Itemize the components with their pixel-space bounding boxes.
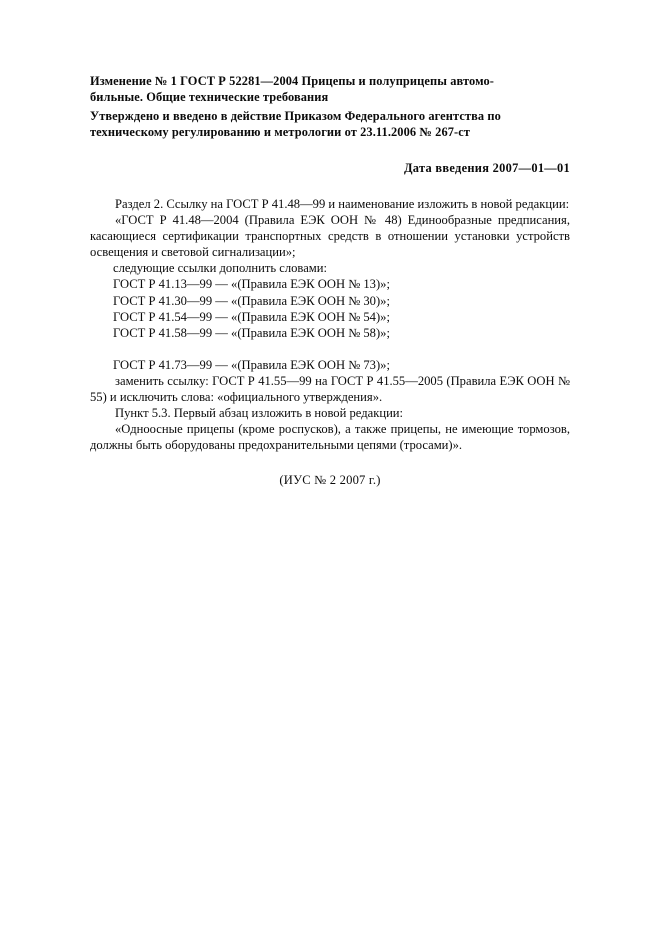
- section-2-intro: Раздел 2. Ссылку на ГОСТ Р 41.48—99 и наименование изложить в новой редакции:: [115, 196, 570, 211]
- approval-statement: [90, 109, 570, 140]
- gost-reference-list: [90, 276, 570, 340]
- list-item: ГОСТ Р 41.13—99 — «(Правила ЕЭК ООН № 13)»;: [113, 277, 390, 292]
- section-2-quote: «ГОСТ Р 41.48—2004 (Правила ЕЭК ООН № 48) Единообразные предписания, касающиеся сертификации транспортных средств в отношении установки устройств освещения и световой сигнализации»;: [90, 213, 570, 260]
- document-body: [90, 196, 570, 489]
- effective-date: Дата введения 2007—01—01: [403, 161, 570, 176]
- replace-reference-paragraph: заменить ссылку: ГОСТ Р 41.55—99 на ГОСТ Р 41.55—2005 (Правила ЕЭК ООН № 55) и исключить слова: «официального утверждения».: [90, 374, 570, 405]
- document-title-line-1: Изменение № 1 ГОСТ Р 52281—2004 Прицепы и полуприцепы автомо-: [90, 74, 494, 88]
- document-title: [90, 74, 570, 105]
- clause-53-quote: «Одноосные прицепы (кроме роспусков), а также прицепы, не имеющие тормозов, должны быть оборудованы предохранительными цепями (тросами)».: [90, 422, 570, 453]
- references-intro: следующие ссылки дополнить словами:: [113, 261, 328, 276]
- list-item: ГОСТ Р 41.30—99 — «(Правила ЕЭК ООН № 30)»;: [113, 293, 390, 308]
- list-item: ГОСТ Р 41.58—99 — «(Правила ЕЭК ООН № 58)»;: [113, 325, 390, 340]
- document-content: [90, 74, 570, 501]
- list-item: ГОСТ Р 41.54—99 — «(Правила ЕЭК ООН № 54)»;: [113, 309, 390, 324]
- document-title-line-2: бильные. Общие технические требования: [90, 89, 329, 104]
- bulletin-reference: (ИУС № 2 2007 г.): [279, 473, 381, 488]
- approval-statement-line-1: Утверждено и введено в действие Приказом Федерального агентства по: [90, 109, 501, 124]
- clause-53-intro: Пункт 5.3. Первый абзац изложить в новой редакции:: [115, 406, 404, 421]
- paragraph-spacer: [90, 341, 570, 357]
- gost-reference-73: ГОСТ Р 41.73—99 — «(Правила ЕЭК ООН № 73)»;: [113, 357, 390, 372]
- approval-statement-line-2: техническому регулированию и метрологии от 23.11.2006 № 267-ст: [90, 124, 471, 139]
